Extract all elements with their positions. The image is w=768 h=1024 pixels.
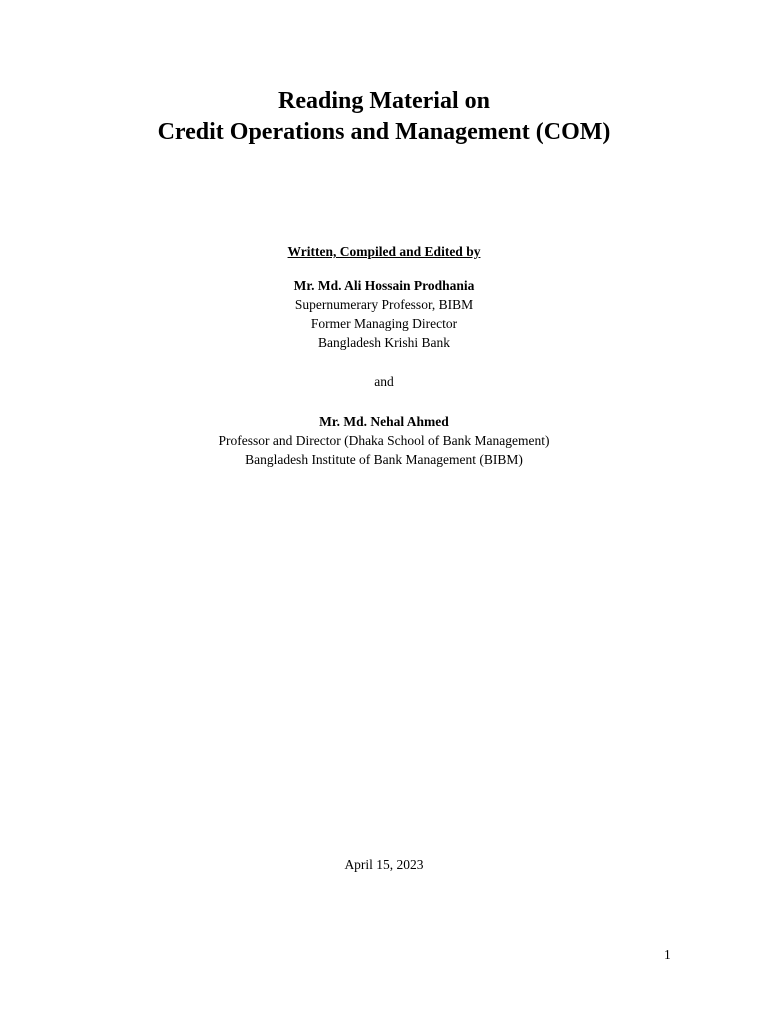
document-title-line-1: Reading Material on bbox=[278, 88, 490, 114]
author1-name: Mr. Md. Ali Hossain Prodhania bbox=[293, 278, 475, 293]
author1-former-position: Former Managing Director bbox=[310, 316, 458, 331]
author1-title: Supernumerary Professor, BIBM bbox=[294, 297, 474, 312]
document-date: April 15, 2023 bbox=[344, 857, 424, 872]
byline-heading: Written, Compiled and Edited by bbox=[287, 244, 481, 259]
author2-title: Professor and Director (Dhaka School of Bank Management) bbox=[218, 433, 550, 448]
author1-organization: Bangladesh Krishi Bank bbox=[318, 335, 450, 350]
author2-organization: Bangladesh Institute of Bank Management (BIBM) bbox=[245, 452, 523, 467]
page-number: 1 bbox=[664, 947, 671, 962]
conjunction-and: and bbox=[374, 374, 394, 389]
author2-name: Mr. Md. Nehal Ahmed bbox=[319, 414, 449, 429]
document-title-line-2: Credit Operations and Management (COM) bbox=[157, 119, 611, 145]
